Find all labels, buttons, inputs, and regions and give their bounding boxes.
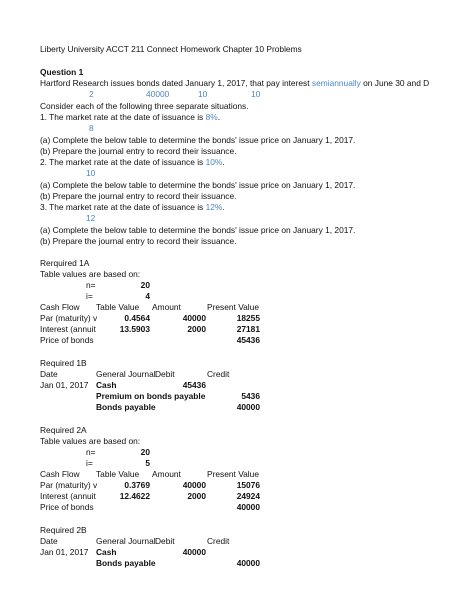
part-b-text: (b) Prepare the journal entry to record their issuance.: [40, 236, 237, 246]
table-value: 0.4564: [124, 313, 150, 323]
section-title: Required 2A: [40, 425, 87, 435]
col-header-cash-flow: Cash Flow: [40, 469, 80, 479]
situation-text: .: [222, 202, 225, 212]
i-value: 4: [145, 291, 150, 301]
section-title: Required 1B: [40, 358, 87, 368]
intro-number: 10: [198, 89, 208, 99]
col-header-credit: Credit: [207, 536, 230, 546]
situation-text: 2. The market rate at the date of issuance is: [40, 157, 206, 167]
situation-1: [40, 112, 220, 122]
debit-value: 40000: [182, 547, 206, 557]
col-header-table-value: Table Value: [96, 302, 140, 312]
col-header-table-value: Table Value: [96, 469, 140, 479]
table-basis: Table values are based on:: [40, 269, 141, 279]
col-header-present-value: Present Value: [207, 469, 259, 479]
credit-value: 40000: [236, 558, 260, 568]
row-label: Par (maturity) v: [40, 480, 98, 490]
col-header-general-journal: General Journal: [96, 536, 156, 546]
table-value: 13.5903: [119, 324, 150, 334]
intro-number: 40000: [146, 89, 170, 99]
intro-number: 10: [251, 89, 261, 99]
col-header-amount: Amount: [152, 469, 181, 479]
part-a-text: (a) Complete the below table to determine the bonds' issue price on January 1, 2017.: [40, 135, 356, 145]
situation-number: 10: [86, 168, 96, 178]
situation-2: [40, 157, 225, 167]
n-value: 20: [140, 447, 150, 457]
table-value: 12.4622: [119, 491, 150, 501]
situation-text: .: [217, 112, 221, 122]
situation-number: 12: [86, 213, 96, 223]
document-header: Liberty University ACCT 211 Connect Homework Chapter 10 Problems: [40, 44, 302, 54]
consider-text: Consider each of the following three separate situations.: [40, 101, 249, 111]
price-label: Price of bonds: [40, 335, 94, 345]
col-header-debit: Debit: [155, 369, 175, 379]
col-header-general-journal: General Journal: [96, 369, 156, 379]
account-name: Premium on bonds payable: [96, 391, 206, 401]
entry-date: Jan 01, 2017: [40, 547, 89, 557]
account-name: Cash: [96, 547, 117, 557]
market-rate: 10%: [205, 157, 223, 167]
situation-text: .: [222, 157, 225, 167]
part-b-text: (b) Prepare the journal entry to record their issuance.: [40, 191, 237, 201]
row-label: Interest (annuit: [40, 491, 96, 501]
market-rate: 8%: [205, 112, 218, 122]
section-title: Rerquired 1A: [40, 258, 90, 268]
account-name: Bonds payable: [96, 558, 156, 568]
i-value: 5: [145, 458, 150, 468]
credit-value: 5436: [241, 391, 260, 401]
i-label: i=: [86, 458, 93, 468]
col-header-present-value: Present Value: [207, 302, 259, 312]
account-name: Cash: [96, 380, 117, 390]
question-intro: [40, 78, 429, 88]
present-value: 27181: [236, 324, 260, 334]
amount-value: 2000: [187, 324, 206, 334]
amount-value: 2000: [187, 491, 206, 501]
intro-text-pre: Hartford Research issues bonds dated January 1, 2017, that pay interest: [40, 78, 312, 88]
price-value: 40000: [236, 502, 260, 512]
present-value: 15076: [236, 480, 260, 490]
col-header-credit: Credit: [207, 369, 230, 379]
situation-text: 3. The market rate at the date of issuance is: [40, 202, 206, 212]
col-header-cash-flow: Cash Flow: [40, 302, 80, 312]
part-a-text: (a) Complete the below table to determine the bonds' issue price on January 1, 2017.: [40, 225, 356, 235]
section-title: Required 2B: [40, 525, 87, 535]
account-name: Bonds payable: [96, 402, 156, 412]
present-value: 24924: [236, 491, 260, 501]
situation-3: [40, 202, 225, 212]
semiannually-link: semiannually: [311, 78, 361, 88]
price-value: 45436: [236, 335, 260, 345]
table-basis: Table values are based on:: [40, 436, 141, 446]
part-a-text: (a) Complete the below table to determine the bonds' issue price on January 1, 2017.: [40, 180, 356, 190]
col-header-date: Date: [40, 536, 58, 546]
row-label: Par (maturity) v: [40, 313, 98, 323]
row-label: Interest (annuit: [40, 324, 96, 334]
n-value: 20: [140, 280, 150, 290]
intro-number: 2: [89, 89, 94, 99]
col-header-debit: Debit: [155, 536, 175, 546]
part-b-text: (b) Prepare the journal entry to record their issuance.: [40, 146, 237, 156]
entry-date: Jan 01, 2017: [40, 380, 89, 390]
amount-value: 40000: [182, 480, 206, 490]
price-label: Price of bonds: [40, 502, 94, 512]
intro-text-post: on June 30 and D: [360, 78, 430, 88]
amount-value: 40000: [182, 313, 206, 323]
question-heading: Question 1: [40, 67, 84, 77]
table-value: 0.3769: [124, 480, 150, 490]
situation-number: 8: [89, 123, 94, 133]
credit-value: 40000: [236, 402, 260, 412]
debit-value: 45436: [182, 380, 206, 390]
n-label: n=: [86, 447, 96, 457]
situation-text: 1. The market rate at the date of issuance is: [40, 112, 206, 122]
market-rate: 12%: [205, 202, 223, 212]
n-label: n=: [86, 280, 96, 290]
i-label: i=: [86, 291, 93, 301]
col-header-date: Date: [40, 369, 58, 379]
col-header-amount: Amount: [152, 302, 181, 312]
present-value: 18255: [236, 313, 260, 323]
